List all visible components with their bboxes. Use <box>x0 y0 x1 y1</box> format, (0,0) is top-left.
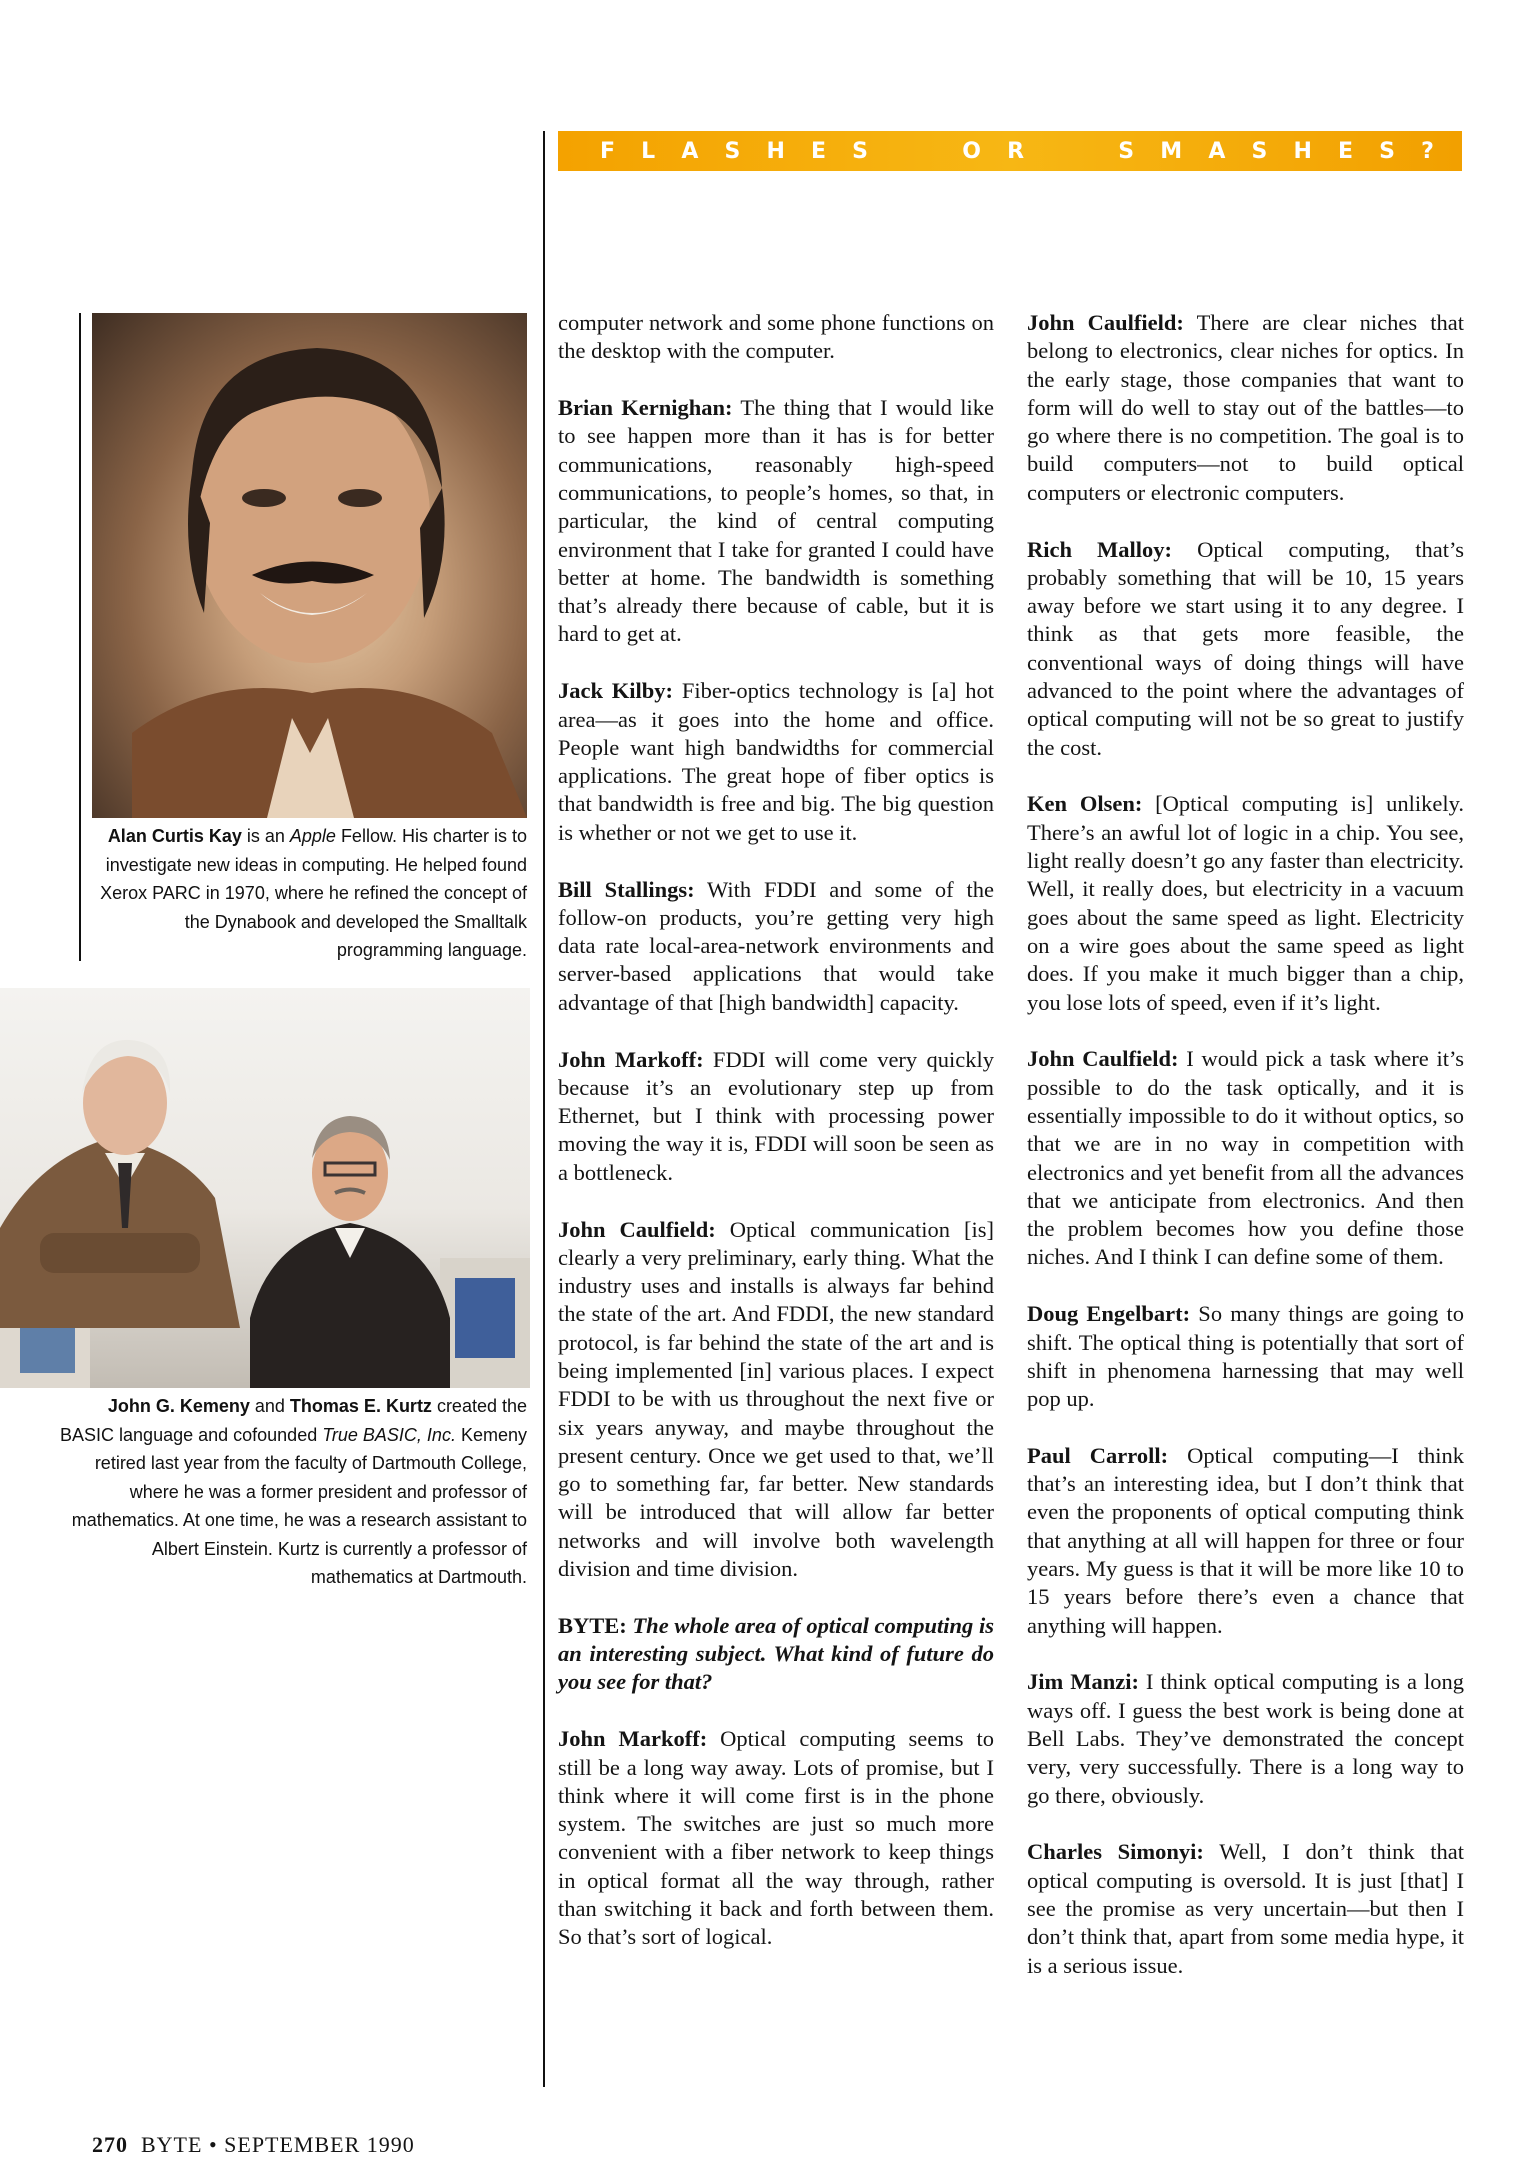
banner-letter: E <box>811 138 827 164</box>
speaker-name: Charles Simonyi: <box>1027 1839 1204 1865</box>
caption-text: and <box>249 1396 290 1416</box>
caption-company: True BASIC, Inc. <box>322 1424 456 1445</box>
speaker-name: Jim Manzi: <box>1027 1669 1139 1695</box>
paragraph-text: With FDDI and some of the follow-on products, you’re getting very high data rate local-area-network environments and server-based applications that would take advantage of that [high bandwidth] capacity. <box>558 876 994 1015</box>
banner-letter: S <box>1251 138 1268 164</box>
paragraph-text: So many things are going to shift. The optical thing is potentially that sort of shift in phenomena harnessing that may well pop up. <box>1027 1301 1464 1412</box>
banner-letter: F <box>600 138 616 164</box>
article-column-2 <box>1027 309 1464 2008</box>
paragraph-text: Fiber-optics technology is [a] hot area—as it goes into the home and office. People want high bandwidths for commercial applications. The great hope of fiber optics is that bandwidth is free and big. The big question is whether or not we get to use it. <box>558 678 994 845</box>
caption-name: Thomas E. Kurtz <box>289 1396 432 1416</box>
banner-letter: S <box>1379 138 1396 164</box>
speaker-name: John Caulfield: <box>1027 1046 1179 1072</box>
question-text: The whole area of optical computing is an interesting subject. What kind of future do you see for that? <box>558 1612 994 1695</box>
paragraph-text: I think optical computing is a long ways off. I guess the best work is being done at Bell Labs. They’ve demonstrated the concept very, very successfully. There is a long way to go there, obviously. <box>1027 1669 1464 1808</box>
banner-letter: E <box>1338 138 1354 164</box>
caption-text: is an <box>241 826 290 846</box>
page-number: 270 <box>92 2132 128 2157</box>
paragraph <box>558 1216 994 1584</box>
paragraph-text: computer network and some phone functions on the desktop with the computer. <box>558 310 994 364</box>
paragraph <box>558 677 994 847</box>
paragraph <box>1027 536 1464 762</box>
portrait-photo-kay <box>92 313 527 818</box>
speaker-name: Jack Kilby: <box>558 678 674 704</box>
paragraph-text: Optical communication [is] clearly a very preliminary, early thing. What the industry uses and installs is always far behind the state of the art. And FDDI, the new standard protocol, is far behind the state of the art and is being implemented [in] various places. I expect FDDI to be with us throughout the next five or six years anyway, and maybe throughout the present century. Once we get used to that, we’ll go to something far, far better. New standards will be introduced that will allow far better networks and will involve both wavelength division and time division. <box>558 1216 995 1582</box>
paragraph <box>1027 1668 1464 1809</box>
caption-text: Kemeny retired last year from the faculty of Dartmouth College, where he was a former president and professor of mathematics. At one time, he was a research assistant to Albert Einstein. Kurtz is currently a professor of mathematics at Dartmouth. <box>71 1424 527 1587</box>
paragraph <box>1027 1442 1464 1640</box>
banner-letter: R <box>1007 138 1025 164</box>
speaker-name: Brian Kernighan: <box>558 395 733 421</box>
speaker-name: John Caulfield: <box>558 1216 716 1242</box>
caption-rule <box>79 313 81 961</box>
photo-caption-kay <box>92 822 527 965</box>
speaker-name: Doug Engelbart: <box>1027 1301 1191 1327</box>
banner-letter: A <box>681 138 699 164</box>
caption-name: Alan Curtis Kay <box>107 826 242 846</box>
paragraph <box>1027 1300 1464 1413</box>
caption-text: Fellow. His charter is to investigate new ideas in computing. He helped found Xerox PARC in 1970, where he refined the concept of the Dynabook and developed the Smalltalk programming language. <box>100 826 527 960</box>
paragraph <box>558 309 994 366</box>
magazine-issue: BYTE • SEPTEMBER 1990 <box>141 2132 415 2157</box>
banner-letter: M <box>1160 138 1183 164</box>
paragraph-text: Optical computing—I think that’s an interesting idea, but I don’t think that even the proponents of optical computing think that anything at all will happen for three or four years. My guess is that it will be more like 10 to 15 years before there’s even a chance that anything will happen. <box>1027 1442 1464 1638</box>
speaker-name: BYTE: <box>558 1612 627 1638</box>
paragraph <box>558 876 994 1017</box>
paragraph-text: Optical computing, that’s probably something that will be 10, 15 years away before we start using it to any degree. I think as that gets more feasible, the conventional ways of doing things will have advanced to the point where the advantages of optical computing will not be so great to justify the cost. <box>1027 536 1464 760</box>
paragraph <box>558 1046 994 1187</box>
paragraph <box>1027 309 1464 507</box>
section-banner <box>558 131 1462 171</box>
paragraph <box>1027 790 1464 1016</box>
caption-text: created the BASIC language and cofounded <box>60 1396 527 1445</box>
paragraph <box>1027 1045 1464 1271</box>
speaker-name: Rich Malloy: <box>1027 536 1173 562</box>
speaker-name: Bill Stallings: <box>558 876 695 902</box>
speaker-name: Paul Carroll: <box>1027 1442 1169 1468</box>
paragraph-text: There are clear niches that belong to electronics, clear niches for optics. In the early stage, those companies that want to form will do well to stay out of the battles—to go where there is no competition. The goal is to build computers—not to build optical computers or electronic computers. <box>1027 310 1464 505</box>
paragraph <box>1027 1838 1464 1979</box>
banner-letter: S <box>1118 138 1135 164</box>
caption-name: John G. Kemeny <box>107 1396 250 1416</box>
paragraph-text: I would pick a task where it’s possible to do the task optically, and it is essentially impossible to do it without optics, so that we are in no way in competition with electronics and yet benefit from all the advances that we anticipate from electronics. And then the problem becomes how you define those niches. And I think I can define some of them. <box>1027 1046 1465 1270</box>
banner-letter: ? <box>1421 138 1434 164</box>
speaker-name: John Markoff: <box>558 1726 708 1752</box>
paragraph <box>558 394 994 649</box>
portrait-photo-kemeny-kurtz <box>0 988 530 1388</box>
photo-caption-kemeny-kurtz <box>60 1392 527 1592</box>
caption-company: Apple <box>289 826 336 846</box>
banner-letter: H <box>1293 138 1312 164</box>
banner-letter: S <box>852 138 869 164</box>
banner-letter: A <box>1208 138 1226 164</box>
page-footer <box>92 2132 415 2158</box>
banner-letter: L <box>641 138 656 164</box>
paragraph-text: [Optical computing is] unlikely. There’s an awful lot of logic in a chip. You see, light really doesn’t go any faster than electricity. Well, it really does, but electricity in a vacuum goes about the same speed as light. Electricity on a wire goes about the same speed as light does. If you make it much bigger than a chip, you lose lots of speed, even if it’s light. <box>1027 791 1464 1015</box>
article-column-1 <box>558 309 994 1980</box>
banner-letter: H <box>766 138 785 164</box>
paragraph-text: Optical computing seems to still be a long way away. Lots of promise, but I think where it will come first is in the phone system. The switches are just so much more convenient with a fiber network to keep things in optical format all the way through, rather than switching it back and forth between them. So that’s sort of logical. <box>558 1726 994 1950</box>
column-divider <box>543 131 545 2087</box>
banner-letter: S <box>724 138 741 164</box>
banner-letter: O <box>962 138 981 164</box>
paragraph-text: Well, I don’t think that optical computing is oversold. It is just [that] I see the promise as very uncertain—but then I don’t think that, apart from some media hype, it is a serious issue. <box>1027 1839 1464 1978</box>
speaker-name: John Markoff: <box>558 1046 704 1072</box>
speaker-name: John Caulfield: <box>1027 310 1184 335</box>
paragraph-text: FDDI will come very quickly because it’s an evolutionary step up from Ethernet, but I think with processing power moving the way it is, FDDI will soon be seen as a bottleneck. <box>558 1046 994 1185</box>
speaker-name: Ken Olsen: <box>1027 791 1143 817</box>
paragraph <box>558 1725 994 1951</box>
paragraph-text: The thing that I would like to see happen more than it has is for better communications, reasonably high-speed communications, to people’s homes, so that, in particular, the kind of central computing environment that I take for granted I could have better at home. The bandwidth is something that’s already there because of cable, but it is hard to get at. <box>558 395 994 647</box>
interview-question <box>558 1612 994 1697</box>
